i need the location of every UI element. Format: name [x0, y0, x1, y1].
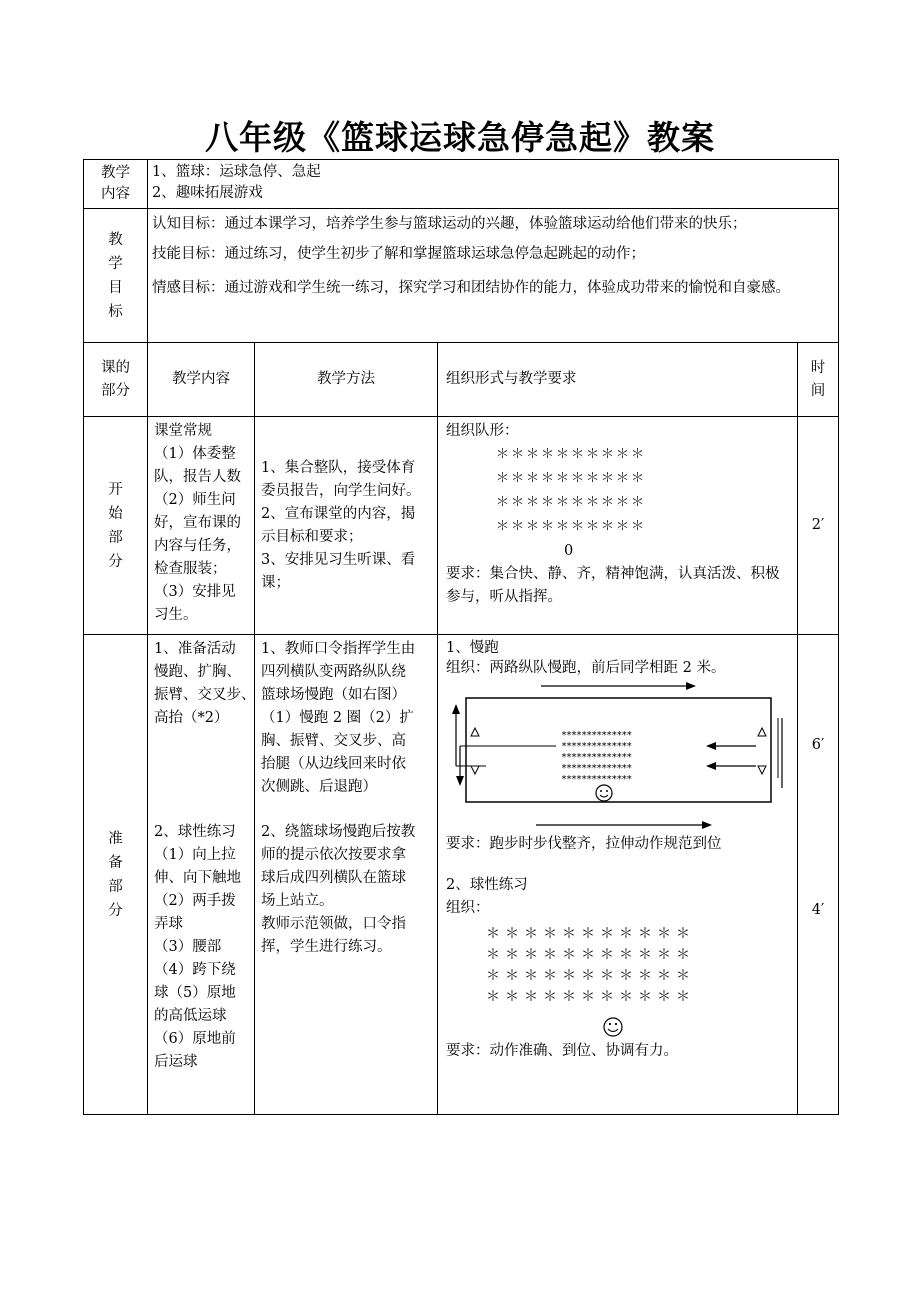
prep-content-line: （6）原地前	[154, 1031, 236, 1047]
prep-row	[84, 635, 839, 1115]
ball-practice-row: ＊＊＊＊＊＊＊＊＊＊＊	[486, 989, 695, 1005]
content-line-2: 2、趣味拓展游戏	[152, 185, 263, 201]
ball-practice-row: ＊＊＊＊＊＊＊＊＊＊＊	[486, 968, 695, 984]
prep-content-line: 2、球性练习	[154, 824, 236, 840]
svg-text:**************: **************	[561, 774, 632, 785]
header-row	[84, 343, 839, 417]
start-method-line: 1、集合整队，接受体育	[261, 459, 416, 476]
prep-content-line: 弄球	[154, 916, 183, 932]
prep-content	[148, 635, 255, 1115]
prep-org	[438, 635, 798, 1115]
goals-cell	[148, 209, 839, 343]
start-content-line: 队，报告人数	[154, 469, 241, 485]
triangle-marker	[758, 728, 766, 736]
triangle-marker	[758, 766, 766, 774]
triangle-marker	[471, 728, 479, 736]
teacher-marker: 0	[564, 543, 574, 559]
prep-method-line: 球后成四列横队在篮球	[261, 870, 406, 886]
start-method-line: 委员报告，向学生问好。	[261, 482, 421, 499]
prep-method-line: 抬腿（从边线回来时依	[261, 756, 406, 772]
prep-method-line: 篮球场慢跑（如右图）	[261, 687, 406, 703]
formation-row: ＊＊＊＊＊＊＊＊＊＊	[496, 447, 647, 462]
header-org: 组织形式与教学要求	[438, 343, 798, 417]
prep-method-line: 次侧跳、后退跑）	[261, 779, 377, 795]
prep-org2-org: 组织：	[446, 900, 490, 916]
goal-skill: 技能目标：通过练习，使学生初步了解和掌握篮球运球急停急起跳起的动作；	[152, 246, 645, 262]
start-require: 要求：集合快、静、齐，精神饱满，认真活泼、积极参与，听从指挥。	[446, 566, 780, 605]
goal-emotion: 情感目标：通过游戏和学生统一练习，探究学习和团结协作的能力，体验成功带来的愉悦和自豪感。	[152, 280, 790, 296]
prep-time	[798, 635, 839, 1115]
svg-text:**************: **************	[561, 730, 632, 741]
start-org	[438, 417, 798, 635]
prep-org2-title: 2、球性练习	[446, 877, 528, 893]
header-content: 教学内容	[148, 343, 255, 417]
formation-row: ＊＊＊＊＊＊＊＊＊＊	[496, 519, 647, 534]
prep-method-line: （1）慢跑 2 圈（2）扩	[261, 710, 414, 726]
header-method: 教学方法	[255, 343, 438, 417]
formation-row: ＊＊＊＊＊＊＊＊＊＊	[496, 471, 647, 486]
prep-content-line: 后运球	[154, 1054, 198, 1070]
prep-method-line: 教师示范领做，口令指	[261, 916, 406, 932]
prep-org1-title: 1、慢跑	[446, 640, 499, 656]
goals-label: 教 学 目 标	[84, 209, 148, 343]
prep-method-line: 挥，学生进行练习。	[261, 939, 392, 955]
prep-content-line: 的高低运球	[154, 1008, 227, 1024]
arrow-bottom	[446, 817, 796, 833]
prep-content-line: （2）两手拨	[154, 893, 236, 909]
prep-content-line: 球（5）原地	[154, 985, 236, 1001]
start-label: 开 始 部 分	[84, 417, 148, 635]
content-cell	[148, 160, 839, 209]
prep-method	[255, 635, 438, 1115]
prep-method-line: 1、教师口令指挥学生由	[261, 641, 416, 657]
teacher-smiley-icon	[598, 1014, 628, 1040]
prep-content-line: （3）腰部	[154, 939, 222, 955]
prep-content-line: 伸、向下触地	[154, 870, 241, 886]
goal-cognitive: 认知目标：通过本课学习，培养学生参与篮球运动的兴趣，体验篮球运动给他们带来的快乐；	[152, 216, 747, 232]
prep-content-line: 1、准备活动	[154, 641, 236, 657]
formation-row: ＊＊＊＊＊＊＊＊＊＊	[496, 495, 647, 510]
header-part: 课的 部分	[84, 343, 148, 417]
start-method	[255, 417, 438, 635]
start-content-line: 内容与任务，	[154, 538, 241, 554]
start-row	[84, 417, 839, 635]
ball-practice-row: ＊＊＊＊＊＊＊＊＊＊＊	[486, 926, 695, 942]
content-row	[84, 160, 839, 209]
prep-content-line: 慢跑、扩胸、	[154, 664, 241, 680]
content-label: 教学 内容	[84, 160, 148, 209]
header-time: 时 间	[798, 343, 839, 417]
student-block	[561, 730, 632, 785]
prep-org2-require: 要求：动作准确、到位、协调有力。	[446, 1043, 678, 1059]
start-method-line: 示目标和要求；	[261, 528, 363, 545]
prep-method-line: 场上站立。	[261, 893, 334, 909]
content-line-1: 1、篮球：运球急停、急起	[152, 164, 321, 180]
start-content-line: （1）体委整	[154, 446, 236, 462]
svg-text:**************: **************	[561, 741, 632, 752]
smiley-icon	[596, 785, 612, 801]
start-content-line: 检查服装；	[154, 561, 227, 577]
prep-time-2: 4′	[811, 902, 825, 918]
start-content-line: 习生。	[154, 607, 198, 623]
prep-time-1: 6′	[811, 737, 825, 753]
start-content-line: （3）安排见	[154, 584, 236, 600]
goals-row	[84, 209, 839, 343]
start-org-title: 组织队形：	[446, 423, 519, 439]
prep-method-line: 四列横队变两路纵队绕	[261, 664, 406, 680]
prep-org1-require: 要求：跑步时步伐整齐，拉伸动作规范到位	[446, 836, 722, 852]
jogging-diagram	[446, 678, 796, 813]
prep-method-line: 胸、振臂、交叉步、高	[261, 733, 406, 749]
start-method-line: 3、安排见习生听课、看	[261, 551, 416, 568]
start-content-line: （2）师生问	[154, 492, 236, 508]
start-content-line: 课堂常规	[154, 423, 212, 439]
start-time: 2′	[798, 417, 839, 635]
start-method-line: 课；	[261, 574, 290, 591]
document-title: 八年级《篮球运球急停急起》教案	[205, 118, 715, 157]
start-content-line: 好，宣布课的	[154, 515, 241, 531]
prep-label: 准 备 部 分	[84, 635, 148, 1115]
ball-practice-row: ＊＊＊＊＊＊＊＊＊＊＊	[486, 947, 695, 963]
svg-text:**************: **************	[561, 763, 632, 774]
triangle-marker	[471, 766, 479, 774]
start-method-line: 2、宣布课堂的内容，揭	[261, 505, 416, 522]
svg-text:**************: **************	[561, 752, 632, 763]
prep-content-line: （4）跨下绕	[154, 962, 236, 978]
prep-method-line: 2、绕篮球场慢跑后按教	[261, 824, 416, 840]
prep-org1-desc: 组织：两路纵队慢跑，前后同学相距 2 米。	[446, 660, 726, 676]
prep-method-line: 师的提示依次按要求拿	[261, 847, 406, 863]
prep-content-line: 高抬（*2）	[154, 710, 229, 726]
arrow-head	[686, 682, 696, 690]
lesson-plan-table	[83, 159, 839, 1115]
start-content	[148, 417, 255, 635]
prep-content-line: （1）向上拉	[154, 847, 236, 863]
prep-content-line: 振臂、交叉步、	[154, 687, 256, 703]
